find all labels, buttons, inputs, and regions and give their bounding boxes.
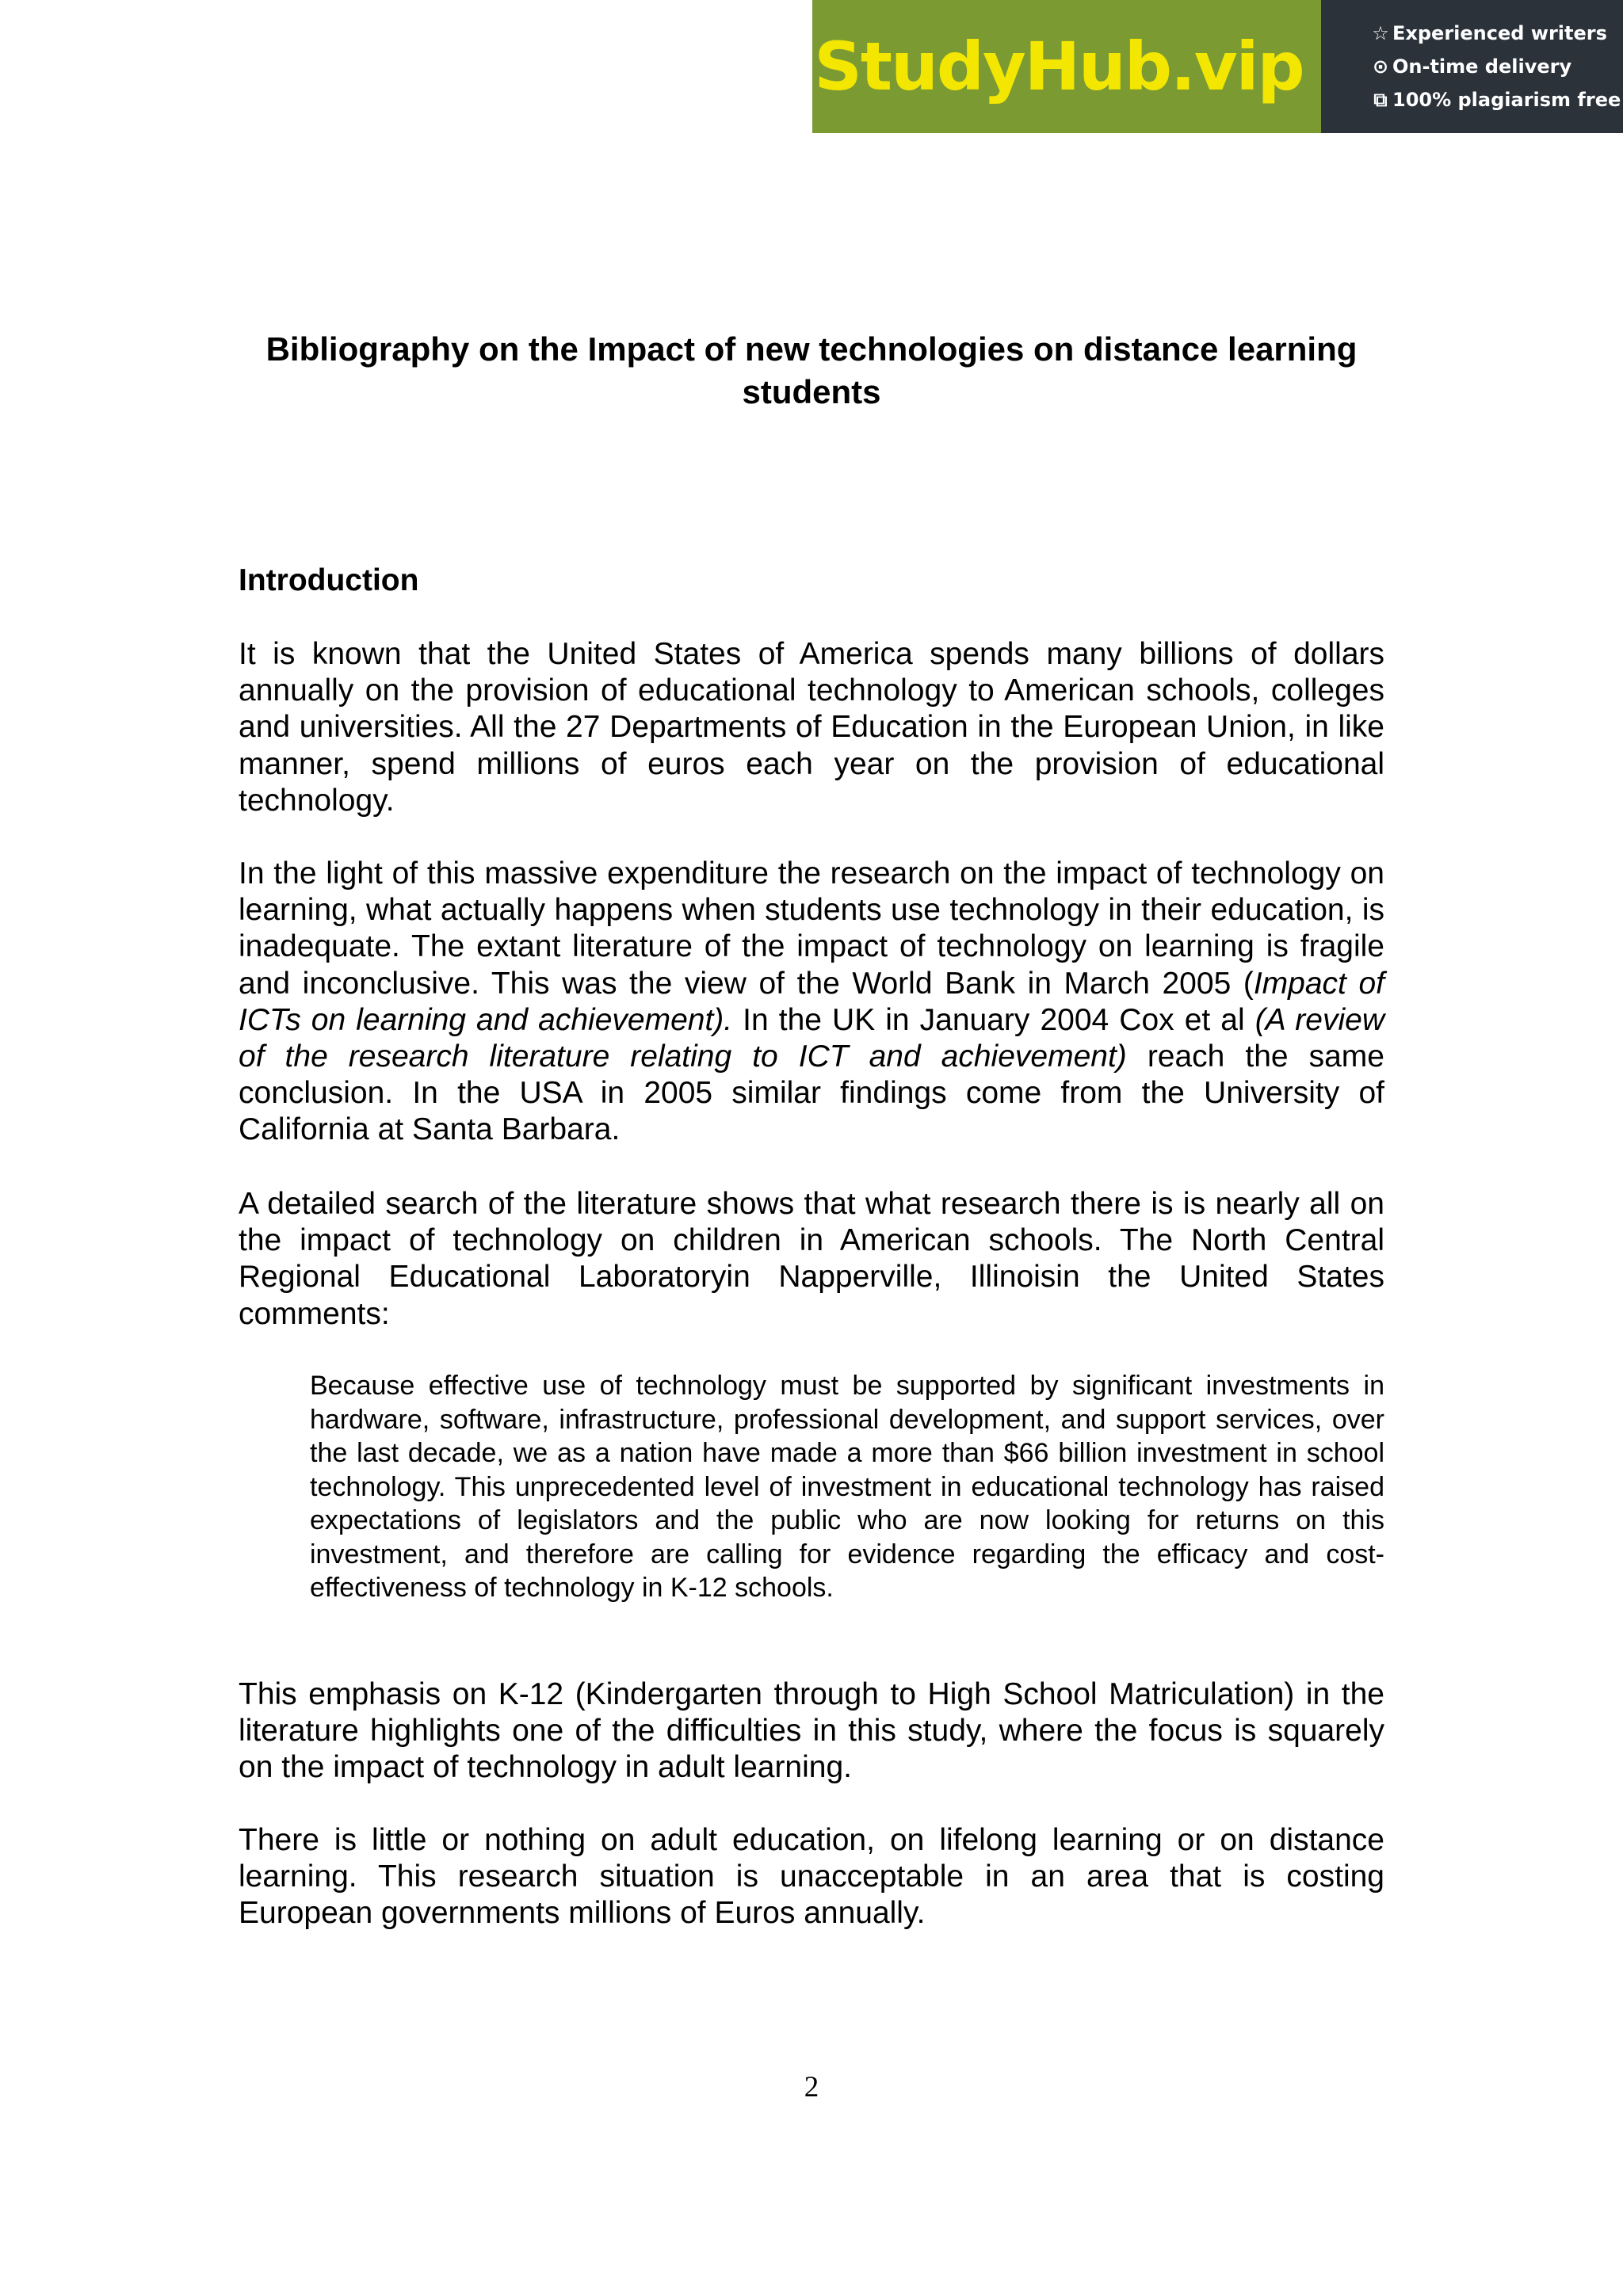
clock-icon: ⊙	[1372, 55, 1389, 78]
paragraph-2-text-1: In the light of this massive expenditure the research on the impact of technology on learning, what actually happens when students use technology in their education, is inadequate. The extant literature of the impact of technology on learning is fragile and inconclusive. This was the view of the World Bank in March 2005 (	[239, 856, 1384, 1001]
block-quote: Because effective use of technology must be supported by significant investments in hardware, software, infrastructure, professional development, and support services, over the last decade, we as a nation have made a more than $66 billion investment in school technology. This unprecedented level of investment in educational technology has raised expectations of legislators and the public who are now looking for returns on this investment, and therefore are calling for evidence regarding the efficacy and cost-effectiveness of technology in K-12 schools.	[310, 1371, 1384, 1603]
feature-experienced-writers	[1370, 20, 1623, 47]
paragraph-4: This emphasis on K-12 (Kindergarten through to High School Matriculation) in the literature highlights one of the difficulties in this study, where the focus is squarely on the impact of technology in adult learning.	[239, 1677, 1384, 1785]
page-number: 2	[804, 2071, 819, 2103]
paragraph-2-citation-1: Impact of ICTs on learning and achievement).	[239, 966, 1384, 1037]
paragraph-3: A detailed search of the literature shows that what research there is is nearly all on the impact of technology on children in American schools. The North Central Regional Educational Laboratoryin Napperville, Illinoisin the United States comments:	[239, 1187, 1384, 1331]
copy-icon: ⧉	[1373, 89, 1388, 111]
star-icon: ☆	[1372, 22, 1389, 44]
studyhub-logo[interactable]	[812, 0, 1321, 133]
studyhub-logo-text: StudyHub.vip	[814, 28, 1304, 105]
paragraph-5: There is little or nothing on adult education, on lifelong learning or on distance learning. This research situation is unacceptable in an area that is costing European governments millions of Euros annually.	[239, 1823, 1384, 1931]
feature-plagiarism-free	[1370, 86, 1623, 113]
paragraph-1: It is known that the United States of America spends many billions of dollars annually on the provision of educational technology to American schools, colleges and universities. All the 27 Departments of Education in the European Union, in like manner, spend millions of euros each year on the provision of educational technology.	[239, 637, 1384, 818]
feature-label: Experienced writers	[1392, 22, 1607, 44]
studyhub-banner[interactable]	[812, 0, 1623, 133]
section-heading-introduction: Introduction	[239, 563, 419, 597]
banner-features	[1321, 0, 1623, 133]
paragraph-2-text-2: In the UK in January 2004 Cox et al	[732, 1002, 1255, 1037]
paragraph-2-text-3: reach the same conclusion. In the USA in 2005 similar findings come from the University of California at Santa Barbara.	[239, 1039, 1384, 1147]
feature-label: 100% plagiarism free	[1392, 89, 1621, 111]
document-title: Bibliography on the Impact of new technologies on distance learning students	[265, 330, 1358, 410]
feature-on-time-delivery	[1370, 53, 1623, 80]
paragraph-2-citation-2: (A review of the research literature relating to ICT and achievement)	[239, 1002, 1384, 1074]
feature-label: On-time delivery	[1392, 55, 1572, 78]
paragraph-2	[239, 856, 1384, 1149]
